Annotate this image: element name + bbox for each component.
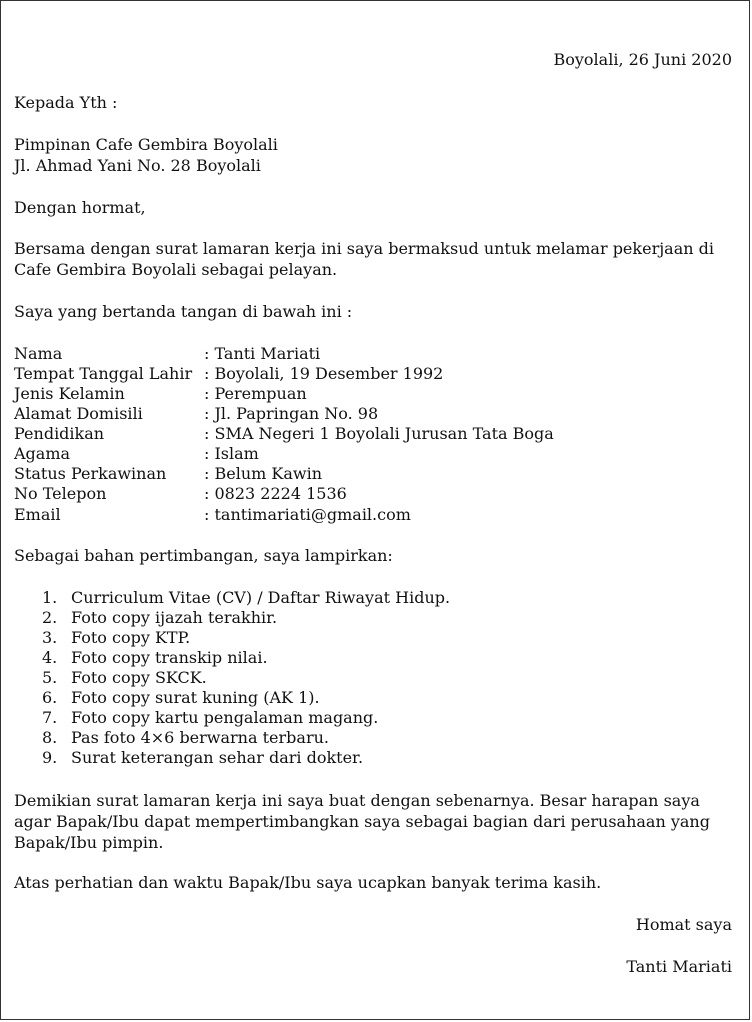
list-item-text: Surat keterangan sehar dari dokter. (71, 748, 364, 767)
attachments-intro: Sebagai bahan pertimbangan, saya lampirkan: (14, 546, 393, 565)
identity-label: No Telepon (14, 484, 107, 503)
sign-off: Homat saya (635, 915, 732, 934)
identity-label: Email (14, 505, 61, 524)
list-item-number: 1. (42, 588, 58, 607)
identity-label: Jenis Kelamin (14, 384, 125, 403)
list-item-number: 6. (42, 688, 58, 707)
identity-value: : Belum Kawin (204, 464, 322, 483)
list-item-number: 7. (42, 708, 58, 727)
identity-label: Alamat Domisili (14, 404, 143, 423)
list-item-text: Foto copy transkip nilai. (71, 648, 268, 667)
list-item-text: Curriculum Vitae (CV) / Daftar Riwayat Hidup. (71, 588, 451, 607)
identity-value: : 0823 2224 1536 (204, 484, 347, 503)
intro-paragraph: Bersama dengan surat lamaran kerja ini saya bermaksud untuk melamar pekerjaan di Cafe Gembira Boyolali sebagai pelayan. (14, 239, 714, 279)
identity-label: Pendidikan (14, 424, 105, 443)
place-date: Boyolali, 26 Juni 2020 (553, 50, 732, 69)
list-item-text: Foto copy kartu pengalaman magang. (71, 708, 379, 727)
list-item-number: 8. (42, 728, 58, 747)
recipient-line-1: Pimpinan Cafe Gembira Boyolali (14, 135, 278, 154)
identity-value: : Islam (204, 444, 259, 463)
identity-label: Status Perkawinan (14, 464, 167, 483)
identity-value: : tantimariati@gmail.com (204, 505, 411, 524)
list-item-number: 9. (42, 748, 58, 767)
list-item-text: Pas foto 4×6 berwarna terbaru. (71, 728, 329, 747)
identity-label: Agama (14, 444, 71, 463)
list-item-number: 4. (42, 648, 58, 667)
closing-paragraph: Demikian surat lamaran kerja ini saya buat dengan sebenarnya. Besar harapan saya agar Bapak/Ibu dapat mempertimbangkan saya sebagai bagian dari perusahaan yang Bapak/Ibu pimpin. (14, 791, 710, 852)
identity-value: : Jl. Papringan No. 98 (204, 404, 379, 423)
list-item-text: Foto copy surat kuning (AK 1). (71, 688, 320, 707)
list-item-text: Foto copy KTP. (71, 628, 191, 647)
signature-name: Tanti Mariati (626, 957, 732, 976)
identity-label: Nama (14, 344, 63, 363)
identity-intro: Saya yang bertanda tangan di bawah ini : (14, 302, 353, 321)
identity-value: : Perempuan (204, 384, 307, 403)
list-item-number: 2. (42, 608, 58, 627)
identity-value: : Tanti Mariati (204, 344, 321, 363)
thanks-line: Atas perhatian dan waktu Bapak/Ibu saya ucapkan banyak terima kasih. (14, 873, 602, 892)
list-item-number: 3. (42, 628, 58, 647)
greeting: Dengan hormat, (14, 198, 146, 217)
identity-label: Tempat Tanggal Lahir (14, 364, 193, 383)
list-item-number: 5. (42, 668, 58, 687)
list-item-text: Foto copy SKCK. (71, 668, 207, 687)
identity-value: : SMA Negeri 1 Boyolali Jurusan Tata Boga (204, 424, 554, 443)
to-label: Kepada Yth : (14, 93, 118, 112)
recipient-line-2: Jl. Ahmad Yani No. 28 Boyolali (14, 156, 261, 175)
list-item-text: Foto copy ijazah terakhir. (71, 608, 278, 627)
identity-value: : Boyolali, 19 Desember 1992 (204, 364, 444, 383)
